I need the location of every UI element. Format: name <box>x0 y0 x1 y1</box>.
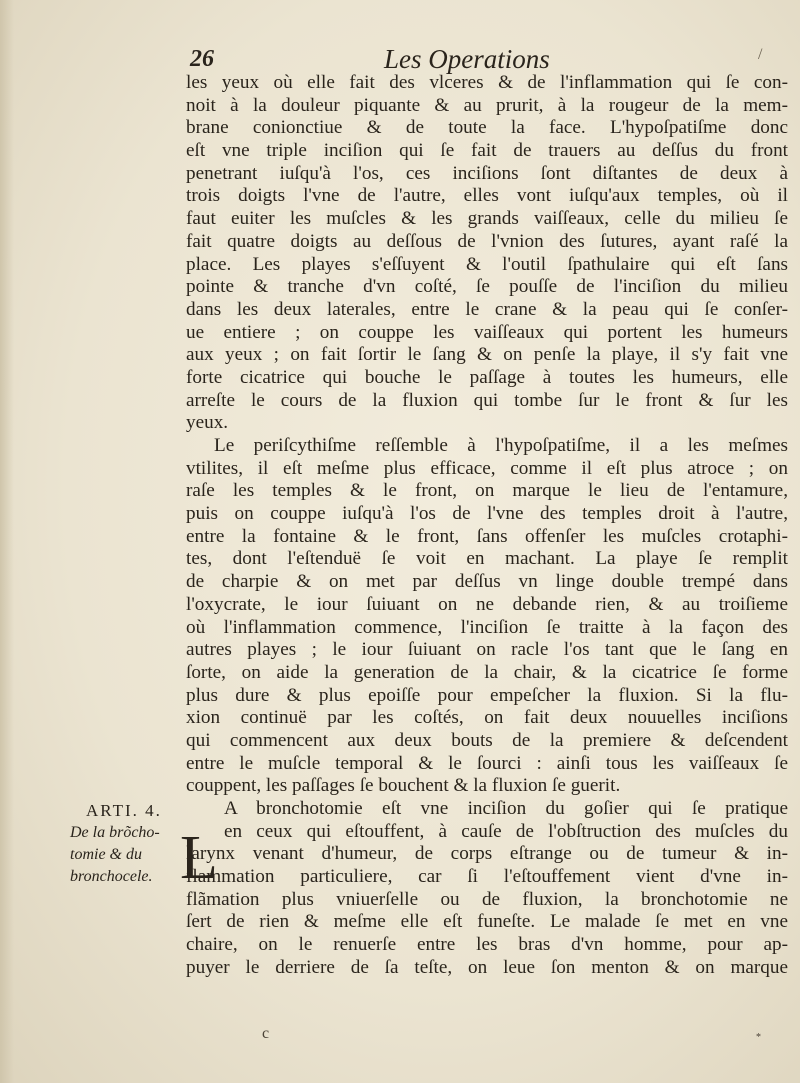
text-line: dans les deux laterales, entre le crane & la peau qui ſe conſer- <box>186 298 788 320</box>
text-line: raſe les temples & le front, on marque le lieu de l'entamure, <box>186 480 788 502</box>
running-title: Les Operations <box>384 44 550 74</box>
text-line: xion continuë par les coſtés, on fait deux nouuelles inciſions <box>186 707 788 729</box>
stray-mark: * <box>756 1032 761 1043</box>
article-title <box>70 822 188 888</box>
text-line: en ceux qui eſtouffent, à cauſe de l'obſtruction des muſcles du <box>224 820 788 842</box>
text-line: puyer le derriere de ſa teſte, on leue ſon menton & on marque <box>186 956 788 978</box>
text-line: chaire, on le renuerſe entre les bras d'vn homme, pour ap- <box>186 934 788 956</box>
article-title-line: tomie & du <box>70 846 142 863</box>
text-line: trois doigts l'vne de l'autre, elles vont iuſqu'aux temples, où il <box>186 185 788 207</box>
text-line: entre le muſcle temporal & le ſourci : ainſi tous les vaiſſeaux ſe <box>186 752 788 774</box>
paragraph-periscythisme <box>186 435 788 798</box>
corner-mark: / <box>758 46 763 63</box>
body-text <box>180 72 788 980</box>
drop-capital: L <box>180 824 218 892</box>
text-line: penetrant iuſqu'à l'os, ces inciſions ſont diſtantes de deux à <box>186 162 788 184</box>
text-line: flãmation plus vniuerſelle ou de fluxion, la bronchotomie ne <box>186 888 788 910</box>
text-line: flammation particuliere, car ſi l'eſtouffement vient d'vne in- <box>186 866 788 888</box>
text-line: entre la fontaine & le front, ſans offenſer les muſcles crotaphi- <box>186 525 788 547</box>
text-line: pointe & tranche d'vn coſté, ſe pouſſe de l'inciſion du milieu <box>186 276 788 298</box>
text-line: vtilites, il eſt meſme plus efficace, comme il eſt plus atroce ; on <box>186 457 788 479</box>
text-line: puis on couppe iuſqu'à l'os de l'vne des temples droit à l'autre, <box>186 503 788 525</box>
text-line: fait quatre doigts au deſſous de l'vnion des ſutures, ayant raſé la <box>186 230 788 252</box>
text-line: les yeux où elle fait des vlceres & de l'inflammation qui ſe con- <box>186 72 788 93</box>
text-line: larynx venant d'humeur, de corps eſtrange ou de tumeur & in- <box>186 843 788 865</box>
paragraph-hypospatisme <box>186 72 788 435</box>
page-number: 26 <box>190 46 214 72</box>
text-line: autres playes ; le iour ſuiuant on racle l'os tant que le ſang en <box>186 639 788 661</box>
text-line: qui commencent aux deux bouts de la premiere & deſcendent <box>186 729 788 751</box>
text-line: l'oxycrate, le iour ſuiuant on ne debande rien, & au troiſieme <box>186 593 788 615</box>
text-line: ſorte, on aide la generation de la chair, & la cicatrice ſe forme <box>186 661 788 683</box>
text-line: de charpie & on met par deſſus vn linge double trempé dans <box>186 571 788 593</box>
text-line: couppent, les paſſages ſe bouchent & la fluxion ſe guerit. <box>186 775 621 797</box>
text-line: plus dure & plus epoiſſe pour empeſcher la fluxion. Si la flu- <box>186 684 788 706</box>
article-number: ARTI. 4. <box>86 801 162 820</box>
stray-mark: c <box>262 1025 270 1042</box>
margin-note <box>58 800 188 888</box>
text-line: eſt vne triple inciſion qui ſe fait de trauers au deſſus du front <box>186 140 788 162</box>
text-line: faut euiter les muſcles & les grands vaiſſeaux, celle du milieu ſe <box>186 208 788 230</box>
text-line: tes, dont l'eſtenduë ſe voit en machant. La playe ſe remplit <box>186 548 788 570</box>
text-line: A bronchotomie eſt vne inciſion du goſier qui ſe pratique <box>224 798 788 819</box>
binding-shadow <box>0 0 14 1083</box>
text-line: brane conionctiue & de toute la face. L'hypoſpatiſme donc <box>186 117 788 139</box>
text-line: place. Les playes s'eſſuyent & l'outil ſpathulaire qui eſt ſans <box>186 253 788 275</box>
text-line: forte cicatrice qui bouche le paſſage à toutes les humeurs, elle <box>186 366 788 388</box>
text-line: noit à la douleur piquante & au prurit, à la rougeur de la mem- <box>186 94 788 116</box>
text-line: yeux. <box>186 412 229 434</box>
text-line: Le periſcythiſme reſſemble à l'hypoſpatiſme, il a les meſmes <box>214 435 788 456</box>
text-line: où l'inflammation commence, l'inciſion ſe traitte à la façon des <box>186 616 788 638</box>
paragraph-bronchotomie <box>180 798 788 980</box>
text-line: arreſte le cours de la fluxion qui tombe ſur le front & ſur les <box>186 389 788 411</box>
article-title-line: bronchocele. <box>70 868 153 885</box>
text-line: aux yeux ; on fait ſortir le ſang & on penſe la playe, il s'y fait vne <box>186 344 788 366</box>
text-line: ue entiere ; on couppe les vaiſſeaux qui portent les humeurs <box>186 321 788 343</box>
text-line: ſert de rien & meſme elle eſt funeſte. Le malade ſe met en vne <box>186 911 788 933</box>
article-title-line: De la brõcho- <box>70 824 160 841</box>
